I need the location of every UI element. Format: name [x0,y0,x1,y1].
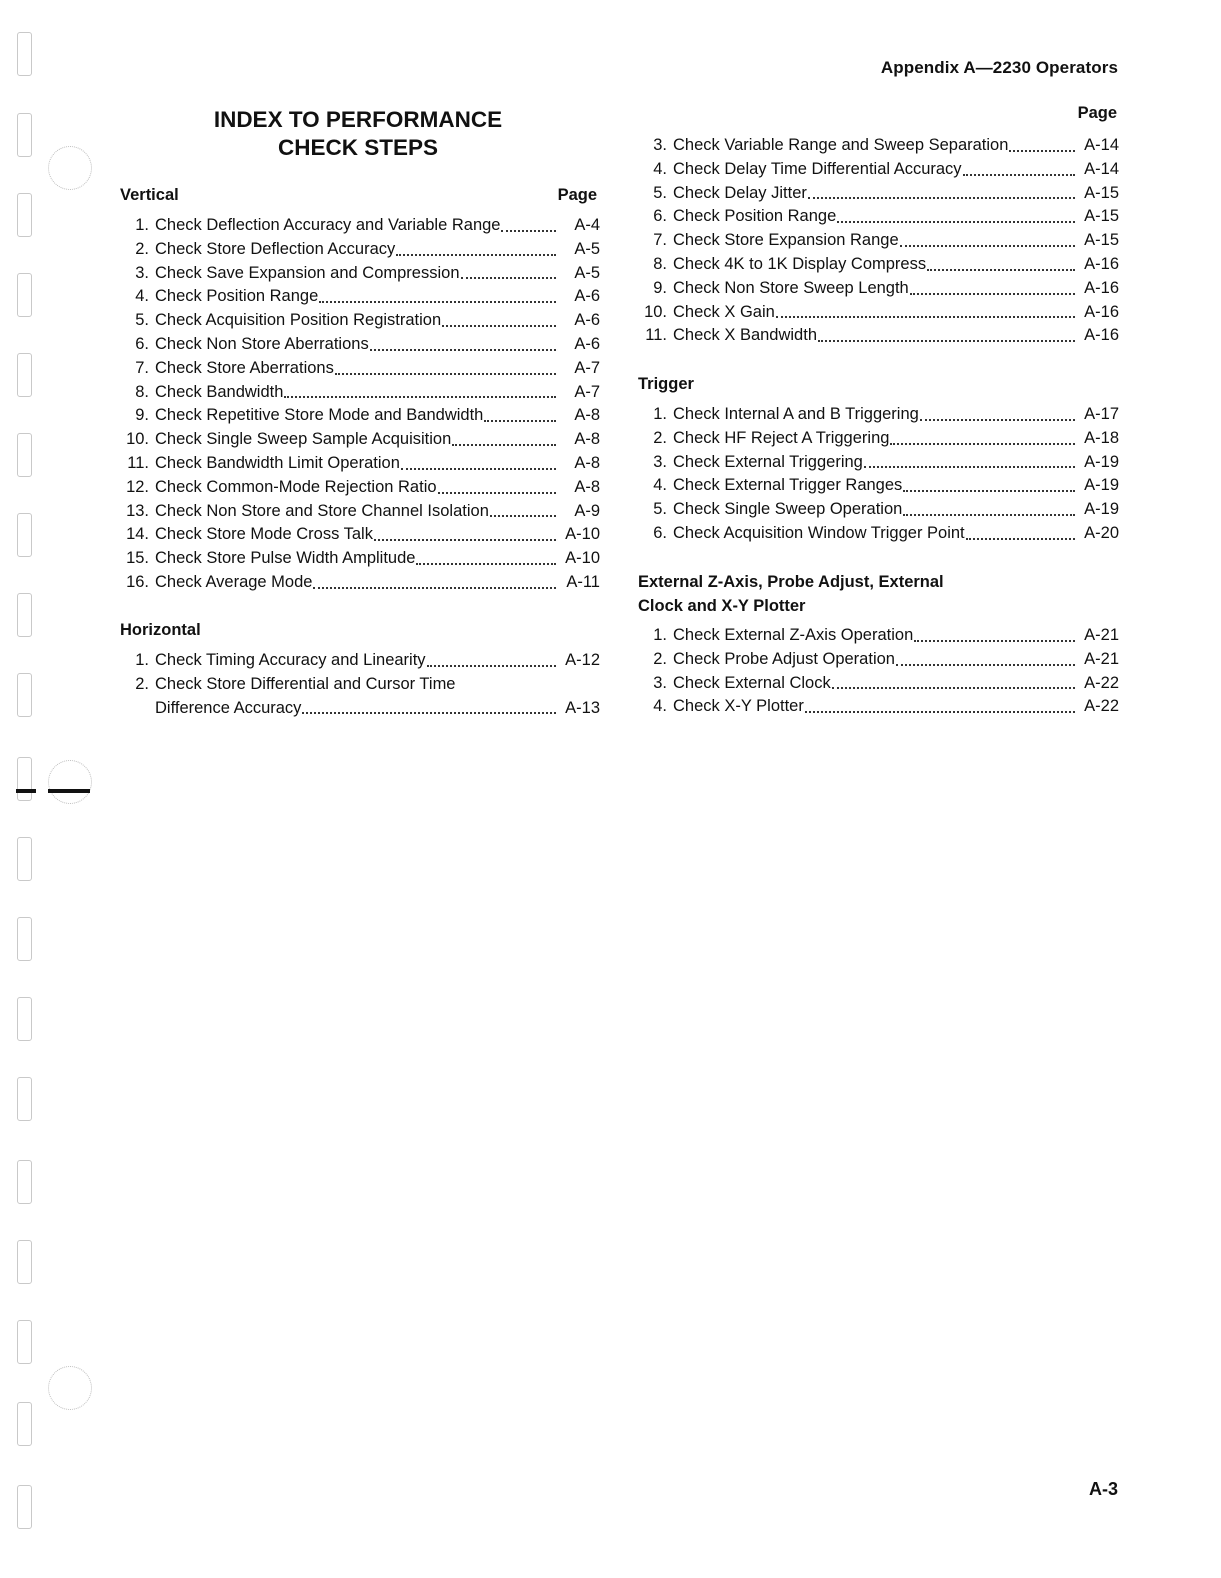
binder-slot [17,1320,32,1364]
toc-entry-number: 3. [135,263,149,282]
toc-entry-number: 1. [653,626,667,644]
dot-leader [319,301,556,303]
dot-leader [864,466,1075,468]
toc-entry-text: Check Bandwidth Limit Operation [155,453,400,472]
toc-entry [638,695,1119,719]
binder-slot [17,593,32,637]
toc-entry [638,498,1119,522]
toc-entry [638,134,1119,158]
binder-slot [17,353,32,397]
toc-entry [638,672,1119,696]
toc-entry-number: 1. [135,651,149,669]
binder-slot [17,433,32,477]
toc-entry-page: A-4 [574,216,600,234]
dot-leader [490,515,556,517]
page-column-label: Page [557,186,597,204]
toc-entry-number: 3. [653,452,667,471]
toc-entry-text: Check Delay Jitter [673,183,807,202]
toc-entry-page: A-20 [1084,523,1119,542]
toc-entry [120,238,600,262]
toc-entry [638,253,1119,277]
toc-entry [638,158,1119,182]
toc-entry [638,182,1119,206]
binder-slot [17,1077,32,1121]
toc-entry-page: A-7 [574,358,600,377]
horizontal-list [120,649,600,720]
section-heading-trigger [638,372,1119,396]
binder-slot [17,837,32,881]
page-title [120,106,596,162]
toc-entry-number: 10. [644,302,667,321]
toc-entry-text: Check Save Expansion and Compression [155,263,460,282]
dot-leader [461,277,556,279]
toc-entry-number: 6. [653,523,667,542]
toc-entry [120,214,600,238]
toc-entry-page: A-22 [1084,697,1119,716]
toc-entry-number: 16. [126,572,149,591]
binder-slot [17,673,32,717]
toc-entry-text: Check HF Reject A Triggering [673,428,890,447]
toc-entry [638,451,1119,475]
toc-entry [638,229,1119,253]
toc-entry [638,205,1119,229]
toc-entry-number: 1. [653,405,667,423]
toc-entry-page: A-12 [565,651,600,669]
toc-entry-number: 13. [126,501,149,520]
dot-leader [401,468,556,470]
dot-leader [805,711,1075,713]
toc-entry-number: 11. [645,326,667,345]
toc-entry [120,428,600,452]
toc-entry-page: A-21 [1084,626,1119,644]
toc-entry [120,673,600,697]
binder-slot [17,1485,32,1529]
punch-hole [48,1366,92,1410]
toc-entry-number: 5. [135,311,149,330]
toc-entry [120,476,600,500]
toc-entry-text: Check External Z-Axis Operation [673,626,914,644]
dot-leader [484,420,556,422]
toc-entry [120,500,600,524]
punch-hole [48,146,92,190]
toc-entry-page: A-10 [565,525,600,544]
toc-entry-text: Check Store Mode Cross Talk [155,525,373,544]
toc-entry-text: Check X Bandwidth [673,326,817,345]
toc-entry-text: Check Acquisition Window Trigger Point [673,523,965,542]
toc-entry [638,474,1119,498]
toc-entry-number: 3. [653,673,667,692]
toc-entry-text: Check External Triggering [673,452,863,471]
toc-entry-number: 2. [135,239,149,258]
toc-entry-number: 4. [653,476,667,495]
toc-entry-number: 14. [126,525,149,544]
toc-entry [120,381,600,405]
toc-entry-text: Difference Accuracy [155,698,302,717]
dot-leader [501,230,556,232]
toc-entry-number: 8. [653,254,667,273]
dot-leader [370,349,556,351]
tab-mark [48,789,90,793]
toc-entry [120,285,600,309]
toc-entry [638,427,1119,451]
dot-leader [1009,150,1075,152]
binder-slot [17,1402,32,1446]
toc-entry-text: Check X-Y Plotter [673,697,804,716]
page-number: A-3 [1088,1479,1118,1499]
toc-entry-text: Check Single Sweep Sample Acquisition [155,430,452,449]
dot-leader [452,444,556,446]
toc-entry-text: Check Store Differential and Cursor Time [155,674,456,693]
dot-leader [442,325,556,327]
toc-entry-page: A-8 [574,430,600,449]
binder-slot [17,193,32,237]
toc-entry-page: A-6 [574,334,600,353]
toc-entry [638,648,1119,672]
toc-entry-page: A-21 [1084,649,1119,668]
running-head: Appendix A—2230 Operators [880,58,1118,77]
toc-entry-page: A-15 [1084,207,1119,226]
toc-entry-text: Check Deflection Accuracy and Variable Range [155,216,501,234]
toc-entry-page: A-5 [574,263,600,282]
horizontal-list-continued [638,134,1119,348]
toc-entry [120,571,600,595]
toc-entry-number: 4. [653,697,667,716]
dot-leader [966,538,1075,540]
toc-entry-text: Check Delay Time Differential Accuracy [673,159,962,178]
section-heading-label: Clock and X-Y Plotter [638,597,806,615]
toc-entry-page: A-8 [574,453,600,472]
toc-entry-text: Check Average Mode [155,572,313,591]
toc-entry-text: Check Store Deflection Accuracy [155,239,396,258]
dot-leader [920,419,1075,421]
toc-entry [638,277,1119,301]
dot-leader [302,712,556,714]
toc-entry [120,262,600,286]
dot-leader [776,316,1075,318]
toc-entry-page: A-15 [1084,183,1119,202]
dot-leader [818,340,1075,342]
toc-entry-text: Check Repetitive Store Mode and Bandwidth [155,406,484,425]
binder-slot [17,32,32,76]
toc-entry-number: 10. [126,430,149,449]
binder-slot [17,113,32,157]
toc-entry-text: Check Non Store Sweep Length [673,278,909,297]
toc-entry-text: Check Acquisition Position Registration [155,311,442,330]
tab-mark [16,789,36,793]
dot-leader [438,492,556,494]
binder-slot [17,997,32,1041]
toc-entry-number: 8. [135,382,149,401]
dot-leader [416,563,556,565]
toc-entry-text: Check Non Store and Store Channel Isolation [155,501,489,520]
toc-entry-page: A-5 [574,239,600,258]
dot-leader [927,269,1075,271]
binder-slot [17,757,32,801]
toc-entry-number: 2. [653,428,667,447]
toc-entry-text: Check Common-Mode Rejection Ratio [155,477,437,496]
toc-entry-page: A-19 [1084,476,1119,495]
toc-entry-number: 7. [135,358,149,377]
toc-entry-text: Check Store Aberrations [155,358,334,377]
toc-entry-text: Check 4K to 1K Display Compress [673,254,927,273]
binder-slot [17,917,32,961]
toc-entry-number: 6. [135,334,149,353]
toc-entry [638,403,1119,427]
toc-entry-continuation [120,697,600,721]
toc-entry-text: Check Position Range [155,287,319,306]
toc-entry-number: 9. [135,406,149,425]
toc-entry-page: A-14 [1084,159,1119,178]
trigger-list [638,403,1119,546]
toc-entry-number: 2. [653,649,667,668]
toc-entry-page: A-16 [1084,278,1119,297]
dot-leader [396,254,556,256]
toc-entry-text: Check Store Expansion Range [673,231,899,250]
toc-entry-text: Check Variable Range and Sweep Separation [673,136,1009,154]
section-heading-external [638,570,1119,618]
toc-entry-text: Check External Clock [673,673,831,692]
binder-slot [17,1160,32,1204]
toc-entry-page: A-10 [565,549,600,568]
toc-entry [638,301,1119,325]
toc-entry-number: 7. [653,231,667,250]
dot-leader [910,293,1075,295]
toc-entry-text: Check Bandwidth [155,382,284,401]
toc-entry-page: A-7 [574,382,600,401]
toc-entry-number: 9. [653,278,667,297]
toc-entry [120,404,600,428]
dot-leader [335,373,556,375]
dot-leader [890,443,1075,445]
page-title-line: INDEX TO PERFORMANCE [213,107,503,132]
toc-entry [120,309,600,333]
toc-entry-number: 4. [653,159,667,178]
toc-entry-number: 1. [135,216,149,234]
toc-entry-number: 5. [653,183,667,202]
section-heading-label: Horizontal [120,621,201,639]
vertical-list [120,214,600,595]
toc-entry-text: Check X Gain [673,302,775,321]
toc-entry [120,333,600,357]
toc-entry-text: Check Position Range [673,207,837,226]
toc-entry-page: A-8 [574,406,600,425]
toc-entry-number: 5. [653,500,667,519]
toc-entry [120,357,600,381]
section-heading-label: Vertical [120,186,179,204]
toc-entry-number: 6. [653,207,667,226]
dot-leader [313,587,556,589]
toc-entry [120,452,600,476]
toc-entry-page: A-6 [574,311,600,330]
dot-leader [914,640,1075,642]
dot-leader [808,197,1075,199]
toc-entry-text: Check External Trigger Ranges [673,476,903,495]
toc-entry-page: A-16 [1084,302,1119,321]
toc-entry-text: Check Single Sweep Operation [673,500,903,519]
binder-slot [17,1240,32,1284]
section-heading-label: Trigger [638,375,694,393]
toc-entry-text: Check Probe Adjust Operation [673,649,895,668]
toc-entry-text: Check Timing Accuracy and Linearity [155,651,426,669]
toc-entry-number: 12. [126,477,149,496]
section-heading-vertical [120,183,600,207]
toc-entry [638,522,1119,546]
toc-entry-text: Check Store Pulse Width Amplitude [155,549,416,568]
toc-entry [120,547,600,571]
toc-entry [120,649,600,673]
dot-leader [896,664,1075,666]
toc-entry-text: Check Internal A and B Triggering [673,405,919,423]
punch-hole [48,760,92,804]
dot-leader [903,490,1075,492]
dot-leader [374,539,556,541]
external-list [638,624,1119,719]
toc-entry-number: 11. [127,453,149,472]
toc-entry-text: Check Non Store Aberrations [155,334,369,353]
toc-entry-page: A-19 [1084,500,1119,519]
toc-entry [638,624,1119,648]
section-heading-label: External Z-Axis, Probe Adjust, External [638,573,944,591]
toc-entry-page: A-11 [566,572,600,591]
dot-leader [427,665,556,667]
toc-entry [120,523,600,547]
page-column-label: Page [1077,104,1117,122]
toc-entry-number: 15. [126,549,149,568]
dot-leader [903,514,1075,516]
toc-entry-page: A-8 [574,477,600,496]
dot-leader [832,687,1075,689]
dot-leader [837,221,1075,223]
toc-entry-page: A-22 [1084,673,1119,692]
toc-entry [638,324,1119,348]
toc-entry-number: 4. [135,287,149,306]
toc-entry-page: A-14 [1084,136,1119,154]
toc-entry-number: 2. [135,674,149,693]
binder-slot [17,273,32,317]
toc-entry-page: A-17 [1084,405,1119,423]
toc-entry-page: A-13 [565,698,600,717]
toc-entry-page: A-16 [1084,326,1119,345]
toc-entry-page: A-15 [1084,231,1119,250]
binder-edge [0,0,100,1578]
page-title-line: CHECK STEPS [277,135,439,160]
toc-entry-page: A-16 [1084,254,1119,273]
toc-entry-number: 3. [653,136,667,154]
toc-entry-page: A-9 [574,501,600,520]
toc-entry-page: A-18 [1084,428,1119,447]
dot-leader [963,174,1075,176]
toc-entry-page: A-19 [1084,452,1119,471]
toc-entry-page: A-6 [574,287,600,306]
section-heading-horizontal [120,618,600,642]
binder-slot [17,513,32,557]
dot-leader [900,245,1075,247]
dot-leader [284,396,556,398]
